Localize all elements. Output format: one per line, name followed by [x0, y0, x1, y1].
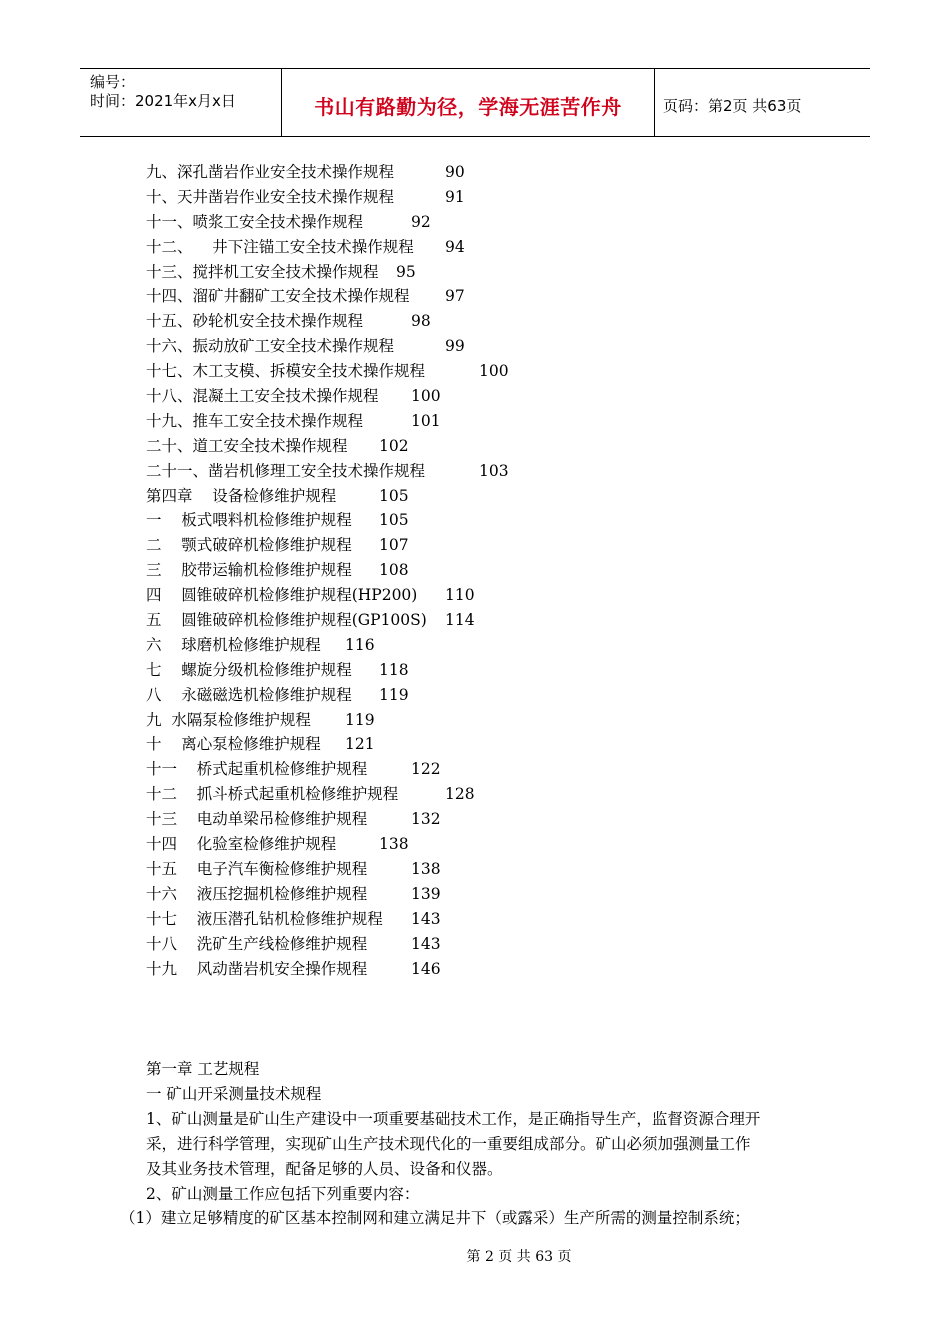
- toc-entry-title: 十九 风动凿岩机安全操作规程: [146, 959, 368, 978]
- header-page-cell: [655, 69, 870, 136]
- toc-entry-page: 119: [345, 710, 375, 729]
- toc-entry[interactable]: [146, 683, 846, 708]
- toc-entry[interactable]: [146, 857, 846, 882]
- toc-entry[interactable]: [146, 882, 846, 907]
- toc-entry-title: 三 胶带运输机检修维护规程: [146, 561, 352, 580]
- footer-page-number: 第 2 页 共 63 页: [466, 1249, 572, 1265]
- toc-entry-title: 第四章 设备检修维护规程: [146, 486, 337, 505]
- paragraph-line: 及其业务技术管理，配备足够的人员、设备和仪器。: [146, 1159, 503, 1178]
- toc-entry[interactable]: [146, 508, 846, 533]
- toc-entry[interactable]: [146, 210, 846, 235]
- toc-entry[interactable]: [146, 583, 846, 608]
- toc-entry-page: 108: [379, 561, 409, 580]
- toc-entry-title: 九 水隔泵检修维护规程: [146, 710, 311, 729]
- toc-entry[interactable]: [146, 235, 846, 260]
- paragraph-line: 1、矿山测量是矿山生产建设中一项重要基础技术工作，是正确指导生产，监督资源合理开: [146, 1109, 761, 1128]
- toc-entry-page: 92: [411, 212, 431, 231]
- toc-entry[interactable]: [146, 409, 846, 434]
- toc-entry-title: 十二 抓斗桥式起重机检修维护规程: [146, 785, 399, 804]
- toc-entry-page: 128: [445, 785, 475, 804]
- toc-entry-page: 97: [445, 287, 465, 306]
- toc-entry-title: 十二、 井下注锚工安全技术操作规程: [146, 237, 414, 256]
- toc-entry-page: 138: [379, 835, 409, 854]
- toc-entry[interactable]: [146, 384, 846, 409]
- toc-entry-title: 十九、推车工安全技术操作规程: [146, 411, 364, 430]
- toc-entry-page: 119: [379, 685, 409, 704]
- toc-entry[interactable]: [146, 160, 846, 185]
- toc-entry-page: 107: [379, 536, 409, 555]
- toc-entry[interactable]: [146, 658, 846, 683]
- toc-entry-title: 一 板式喂料机检修维护规程: [146, 511, 352, 530]
- paragraph-line: 采，进行科学管理，实现矿山生产技术现代化的一重要组成部分。矿山必须加强测量工作: [146, 1134, 751, 1153]
- toc-entry-page: 99: [445, 337, 465, 356]
- toc-entry-page: 143: [411, 909, 441, 928]
- toc-entry-title: 十五、砂轮机安全技术操作规程: [146, 312, 364, 331]
- toc-entry[interactable]: [146, 957, 846, 982]
- toc-entry-title: 七 螺旋分级机检修维护规程: [146, 660, 352, 679]
- toc-entry-page: 139: [411, 884, 441, 903]
- toc-entry[interactable]: [146, 932, 846, 957]
- toc-entry-page: 95: [396, 262, 416, 281]
- toc-entry-page: 100: [411, 387, 441, 406]
- toc-entry-title: 十三、搅拌机工安全技术操作规程: [146, 262, 379, 281]
- toc-entry[interactable]: [146, 708, 846, 733]
- toc-entry-page: 101: [411, 411, 441, 430]
- toc-entry-title: 十 离心泵检修维护规程: [146, 735, 321, 754]
- toc-entry-title: 十四 化验室检修维护规程: [146, 835, 337, 854]
- toc-entry-title: 二十、道工安全技术操作规程: [146, 436, 348, 455]
- toc-entry[interactable]: [146, 284, 846, 309]
- page-header: [80, 68, 870, 137]
- chapter-heading: 第一章 工艺规程: [146, 1060, 260, 1078]
- body-text: [120, 1057, 826, 1231]
- toc-entry[interactable]: [146, 807, 846, 832]
- toc-entry-page: 94: [445, 237, 465, 256]
- toc-entry-page: 118: [379, 660, 409, 679]
- document-number-label: 编号：: [90, 73, 136, 91]
- toc-entry-page: 116: [345, 635, 375, 654]
- toc-entry[interactable]: [146, 558, 846, 583]
- section-heading: 一 矿山开采测量技术规程: [146, 1084, 322, 1103]
- toc-entry-page: 132: [411, 810, 441, 829]
- toc-entry-title: 十六 液压挖掘机检修维护规程: [146, 884, 368, 903]
- toc-entry-title: 十八 洗矿生产线检修维护规程: [146, 934, 368, 953]
- toc-entry-title: 十六、振动放矿工安全技术操作规程: [146, 337, 395, 356]
- toc-entry-page: 110: [445, 586, 475, 605]
- toc-entry[interactable]: [146, 459, 846, 484]
- toc-entry-title: 十七 液压潜孔钻机检修维护规程: [146, 909, 383, 928]
- toc-entry[interactable]: [146, 260, 846, 285]
- table-of-contents: [146, 160, 846, 981]
- toc-entry-page: 91: [445, 187, 465, 206]
- toc-entry-page: 121: [345, 735, 375, 754]
- toc-entry[interactable]: [146, 309, 846, 334]
- toc-entry-title: 十七、木工支模、拆模安全技术操作规程: [146, 362, 426, 381]
- toc-entry-title: 二十一、凿岩机修理工安全技术操作规程: [146, 461, 426, 480]
- toc-entry-page: 102: [379, 436, 409, 455]
- paragraph-line: （1）建立足够精度的矿区基本控制网和建立满足井下（或露采）生产所需的测量控制系统；: [120, 1209, 750, 1228]
- toc-entry[interactable]: [146, 757, 846, 782]
- toc-entry[interactable]: [146, 732, 846, 757]
- header-meta-cell: [80, 69, 282, 136]
- toc-entry-title: 八 永磁磁选机检修维护规程: [146, 685, 352, 704]
- toc-entry-page: 114: [445, 611, 475, 630]
- toc-entry-title: 十一、喷浆工安全技术操作规程: [146, 212, 364, 231]
- toc-entry[interactable]: [146, 484, 846, 509]
- toc-entry-page: 143: [411, 934, 441, 953]
- toc-entry-page: 90: [445, 163, 465, 181]
- toc-entry[interactable]: [146, 782, 846, 807]
- toc-entry[interactable]: [146, 185, 846, 210]
- toc-entry-page: 103: [479, 461, 509, 480]
- toc-entry[interactable]: [146, 334, 846, 359]
- paragraph-line: 2、矿山测量工作应包括下列重要内容：: [146, 1184, 420, 1203]
- toc-entry-title: 十八、混凝土工安全技术操作规程: [146, 387, 379, 406]
- toc-entry[interactable]: [146, 434, 846, 459]
- toc-entry-title: 十三 电动单梁吊检修维护规程: [146, 810, 368, 829]
- page-footer: [0, 1246, 950, 1266]
- toc-entry-title: 六 球磨机检修维护规程: [146, 635, 321, 654]
- toc-entry-title: 十五 电子汽车衡检修维护规程: [146, 859, 368, 878]
- toc-entry-title: 四 圆锥破碎机检修维护规程(HP200): [146, 586, 418, 605]
- toc-entry-page: 105: [379, 511, 409, 530]
- document-time-label: 时间：2021年x月x日: [90, 92, 236, 110]
- header-motto-cell: [282, 69, 655, 136]
- toc-entry[interactable]: [146, 832, 846, 857]
- toc-entry-title: 五 圆锥破碎机检修维护规程(GP100S): [146, 611, 427, 630]
- toc-entry-page: 105: [379, 486, 409, 505]
- toc-entry-page: 138: [411, 859, 441, 878]
- toc-entry-page: 122: [411, 760, 441, 779]
- toc-entry[interactable]: [146, 907, 846, 932]
- toc-entry-title: 十四、溜矿井翻矿工安全技术操作规程: [146, 287, 410, 306]
- toc-entry-page: 100: [479, 362, 509, 381]
- toc-entry-title: 九、深孔凿岩作业安全技术操作规程: [146, 163, 395, 181]
- toc-entry-title: 二 颚式破碎机检修维护规程: [146, 536, 352, 555]
- toc-entry-title: 十、天井凿岩作业安全技术操作规程: [146, 187, 395, 206]
- toc-entry-title: 十一 桥式起重机检修维护规程: [146, 760, 368, 779]
- header-motto: 书山有路勤为径，学海无涯苦作舟: [314, 95, 622, 119]
- toc-entry[interactable]: [146, 359, 846, 384]
- toc-entry-page: 146: [411, 959, 441, 978]
- toc-entry[interactable]: [146, 633, 846, 658]
- header-page-info: 页码：第2页 共63页: [663, 97, 802, 115]
- toc-entry[interactable]: [146, 533, 846, 558]
- toc-entry-page: 98: [411, 312, 431, 331]
- toc-entry[interactable]: [146, 608, 846, 633]
